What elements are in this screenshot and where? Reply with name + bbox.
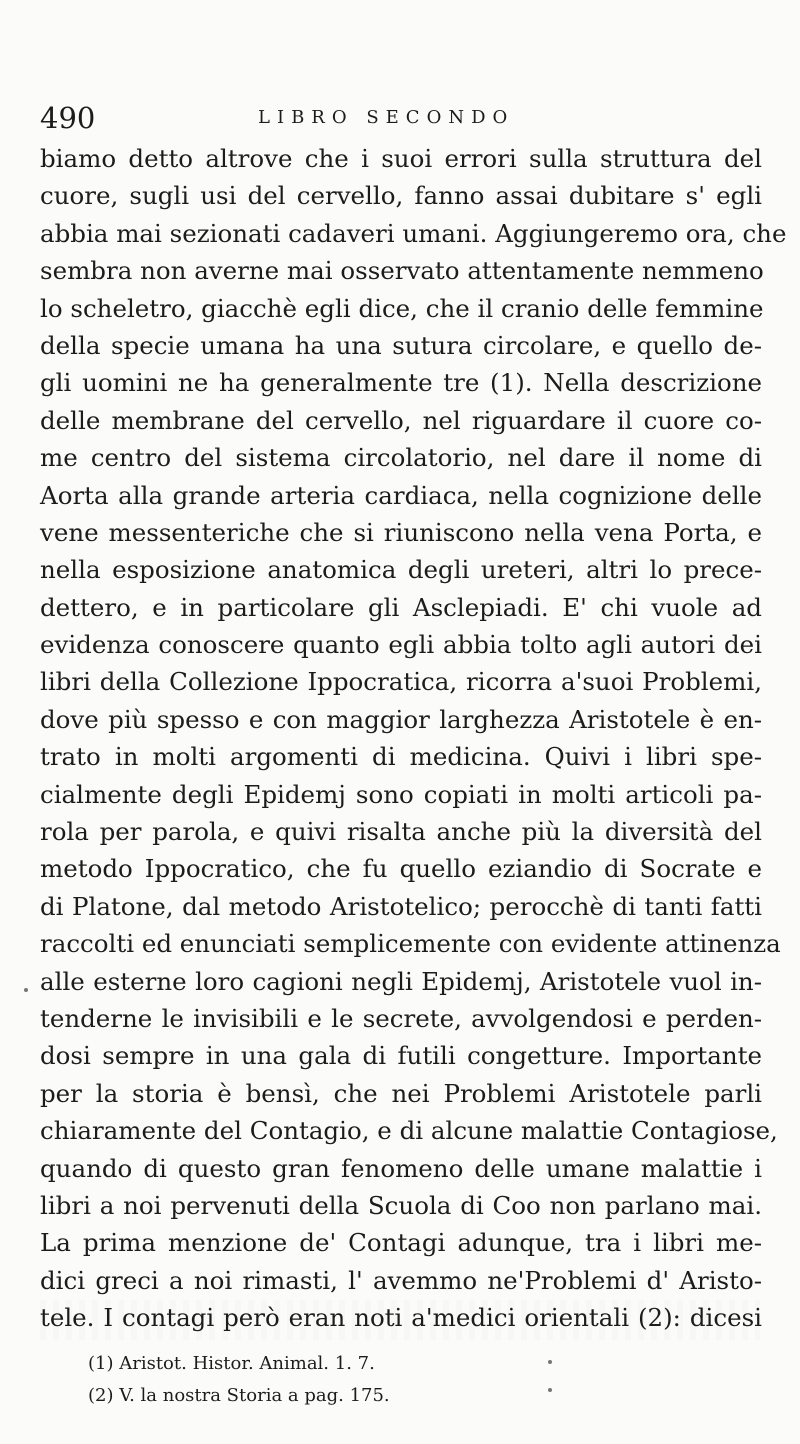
text-line: biamo detto altrove che i suoi errori sulla struttura del bbox=[40, 144, 762, 173]
text-line: tenderne le invisibili e le secrete, avvolgendosi e perden- bbox=[40, 1003, 762, 1033]
text-line: dove più spesso e con maggior larghezza Aristotele è en- bbox=[40, 704, 762, 734]
text-line: libri a noi pervenuti della Scuola di Coo non parlano mai. bbox=[40, 1190, 762, 1220]
text-line: quando di questo gran fenomeno delle umane malattie i bbox=[40, 1153, 762, 1183]
text-line: tele. I contagi però eran noti a'medici orientali (2): dicesi bbox=[40, 1303, 762, 1333]
body-text bbox=[40, 140, 787, 1337]
text-line: rola per parola, e quivi risalta anche più la diversità del bbox=[40, 817, 762, 847]
text-line: lo scheletro, giacchè egli dice, che il cranio delle femmine bbox=[40, 293, 764, 323]
text-line: dosi sempre in una gala di futili congetture. Importante bbox=[40, 1041, 762, 1071]
text-line: nella esposizione anatomica degli ureteri, altri lo prece- bbox=[40, 555, 762, 585]
text-line: cialmente degli Epidemj sono copiati in molti articoli pa- bbox=[40, 779, 762, 809]
ink-speck bbox=[548, 1388, 552, 1392]
text-line: vene messenteriche che si riuniscono nella vena Porta, e bbox=[40, 517, 762, 547]
footnote: (2) V. la nostra Storia a pag. 175. bbox=[88, 1385, 390, 1406]
text-line: metodo Ippocratico, che fu quello eziandio di Socrate e bbox=[40, 854, 762, 884]
ink-speck bbox=[24, 988, 28, 992]
text-line: La prima menzione de' Contagi adunque, tra i libri me- bbox=[40, 1228, 762, 1258]
text-line: trato in molti argomenti di medicina. Quivi i libri spe- bbox=[40, 742, 762, 772]
text-line: alle esterne loro cagioni negli Epidemj, Aristotele vuol in- bbox=[40, 966, 762, 996]
text-line: evidenza conoscere quanto egli abbia tolto agli autori dei bbox=[40, 630, 762, 660]
show-through-bleed bbox=[40, 1300, 760, 1340]
footnote: (1) Aristot. Histor. Animal. 1. 7. bbox=[88, 1353, 375, 1374]
page-header bbox=[40, 98, 760, 138]
text-line: di Platone, dal metodo Aristotelico; perocchè di tanti fatti bbox=[40, 891, 762, 921]
text-line: delle membrane del cervello, nel riguardare il cuore co- bbox=[40, 405, 762, 435]
text-line: gli uomini ne ha generalmente tre (1). Nella descrizione bbox=[40, 368, 762, 398]
footnotes bbox=[88, 1348, 688, 1412]
text-line: me centro del sistema circolatorio, nel dare il nome di bbox=[40, 443, 762, 473]
page-number: 490 bbox=[40, 101, 96, 135]
text-line: chiaramente del Contagio, e di alcune malattie Contagiose, bbox=[40, 1116, 778, 1146]
text-line: dici greci a noi rimasti, l' avemmo ne'Problemi d' Aristo- bbox=[40, 1265, 762, 1295]
text-line: cuore, sugli usi del cervello, fanno assai dubitare s' egli bbox=[40, 181, 762, 211]
text-line: dettero, e in particolare gli Asclepiadi. E' chi vuole ad bbox=[40, 592, 762, 622]
text-line: abbia mai sezionati cadaveri umani. Aggiungeremo ora, che bbox=[40, 218, 787, 248]
ink-speck bbox=[548, 1360, 552, 1364]
text-line: sembra non averne mai osservato attentamente nemmeno bbox=[40, 256, 764, 286]
running-head: LIBRO SECONDO bbox=[258, 107, 515, 128]
text-line: raccolti ed enunciati semplicemente con evidente attinenza bbox=[40, 929, 781, 959]
text-line: della specie umana ha una sutura circolare, e quello de- bbox=[40, 330, 762, 360]
text-line: Aorta alla grande arteria cardiaca, nella cognizione delle bbox=[40, 480, 762, 510]
text-line: libri della Collezione Ippocratica, ricorra a'suoi Problemi, bbox=[40, 667, 762, 697]
text-line: per la storia è bensì, che nei Problemi Aristotele parli bbox=[40, 1078, 762, 1108]
